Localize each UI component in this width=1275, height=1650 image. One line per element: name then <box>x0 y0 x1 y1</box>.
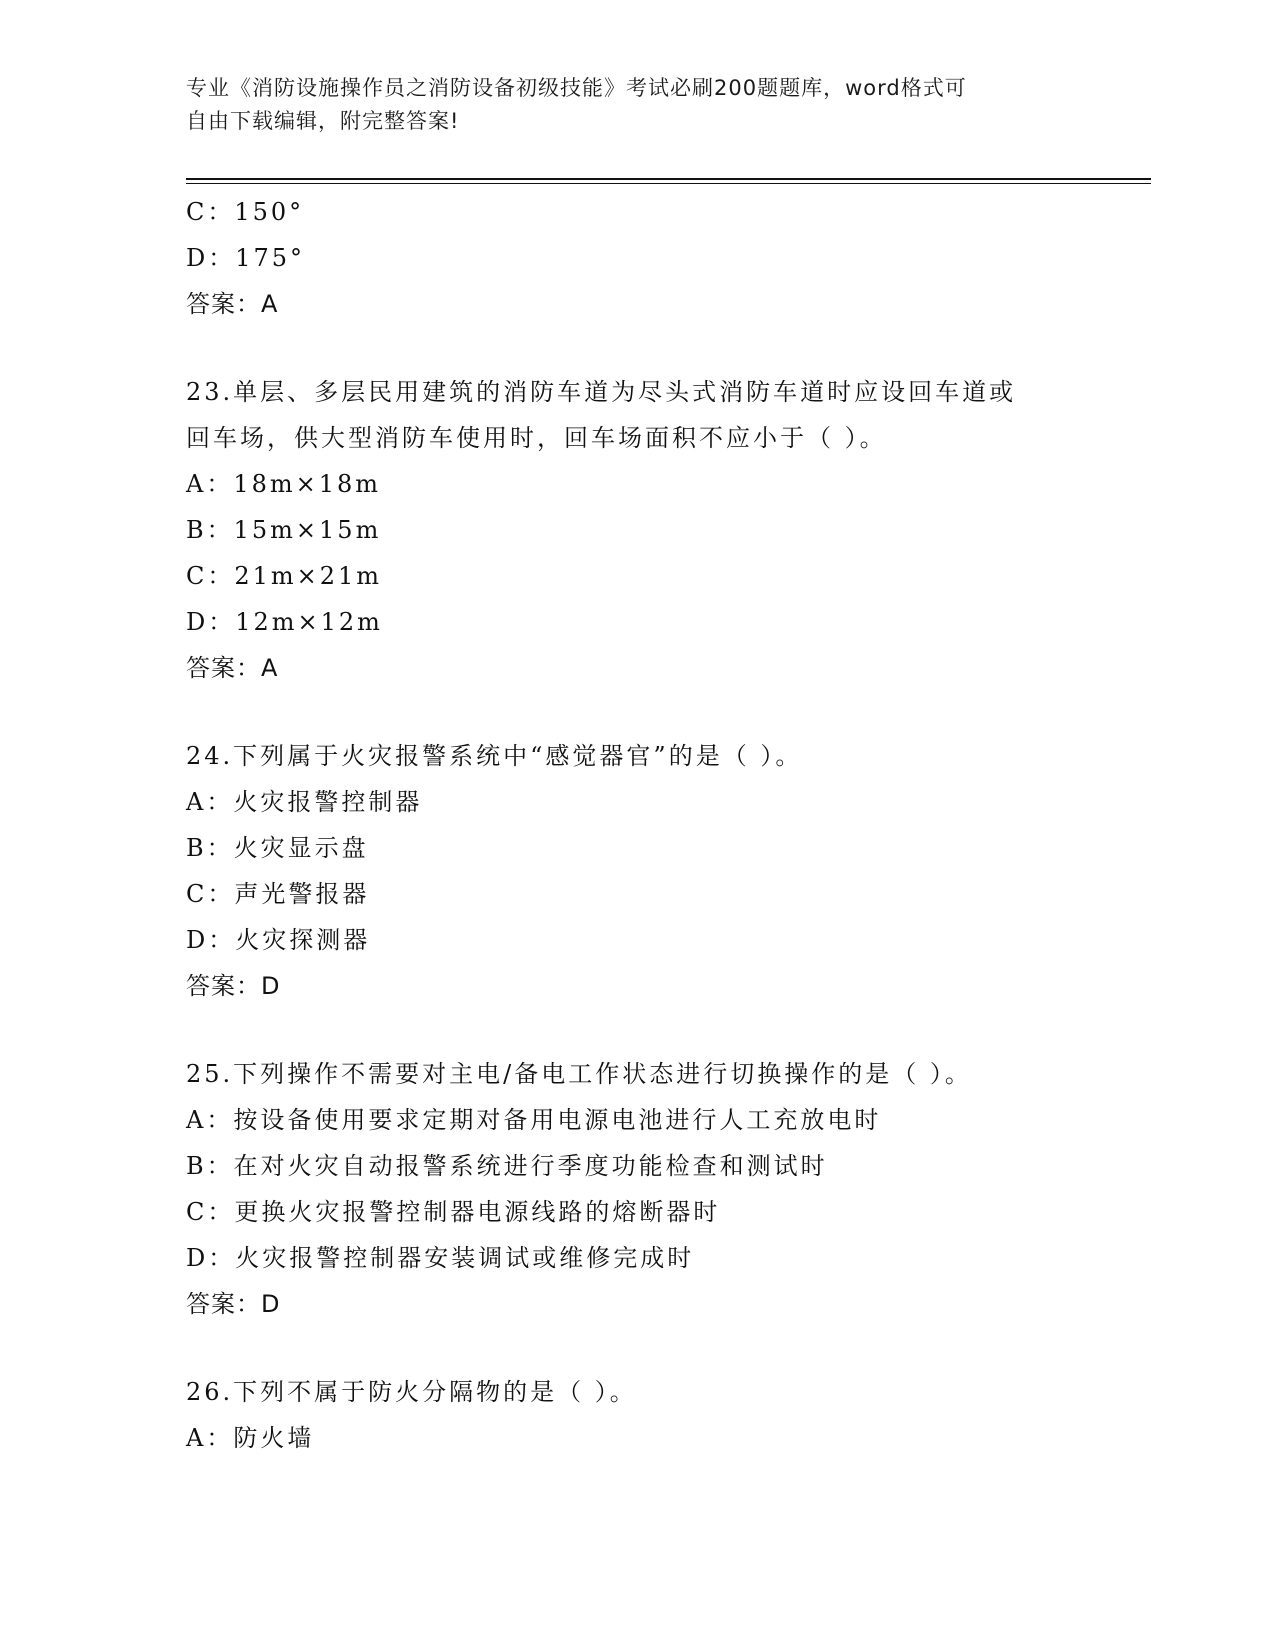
question-text <box>186 369 1066 461</box>
option-a: A：防火墙 <box>186 1424 315 1452</box>
option-a: A：18m×18m <box>186 470 382 498</box>
answer-line: 答案：D <box>186 972 281 1000</box>
answer-line: 答案：D <box>186 1290 281 1318</box>
header-line-2: 自由下载编辑，附完整答案! <box>186 109 460 133</box>
document-header <box>186 72 1066 138</box>
header-line-1: 专业《消防设施操作员之消防设备初级技能》考试必刷200题题库，word格式可 <box>186 76 967 100</box>
question-22 <box>186 189 1086 327</box>
question-24 <box>186 733 1086 1009</box>
question-text: 26.下列不属于防火分隔物的是（ ）。 <box>186 1378 637 1406</box>
header-divider-thin <box>186 183 1151 184</box>
option-d: D：175° <box>186 244 306 272</box>
header-divider-thick <box>186 178 1151 180</box>
option-d: D：12m×12m <box>186 608 383 636</box>
option-c: C：声光警报器 <box>186 880 370 908</box>
question-text: 24.下列属于火灾报警系统中“感觉器官”的是（ ）。 <box>186 742 803 770</box>
option-c: C：150° <box>186 198 305 226</box>
question-26 <box>186 1369 1086 1461</box>
question-25 <box>186 1051 1086 1327</box>
option-c: C：21m×21m <box>186 562 383 590</box>
question-list <box>186 189 1086 1461</box>
option-d: D：火灾探测器 <box>186 926 371 954</box>
question-text-line-1: 23.单层、多层民用建筑的消防车道为尽头式消防车道时应设回车道或 <box>186 378 1017 406</box>
option-b: B：在对火灾自动报警系统进行季度功能检查和测试时 <box>186 1152 828 1180</box>
answer-line: 答案：A <box>186 290 279 318</box>
option-b: B：火灾显示盘 <box>186 834 369 862</box>
answer-line: 答案：A <box>186 654 279 682</box>
question-23 <box>186 369 1086 691</box>
option-b: B：15m×15m <box>186 516 382 544</box>
question-text: 25.下列操作不需要对主电/备电工作状态进行切换操作的是（ ）。 <box>186 1060 972 1088</box>
option-a: A：火灾报警控制器 <box>186 788 423 816</box>
option-c: C：更换火灾报警控制器电源线路的熔断器时 <box>186 1198 721 1226</box>
question-text-line-2: 回车场，供大型消防车使用时，回车场面积不应小于（ ）。 <box>186 424 887 452</box>
option-d: D：火灾报警控制器安装调试或维修完成时 <box>186 1244 695 1272</box>
option-a: A：按设备使用要求定期对备用电源电池进行人工充放电时 <box>186 1106 882 1134</box>
